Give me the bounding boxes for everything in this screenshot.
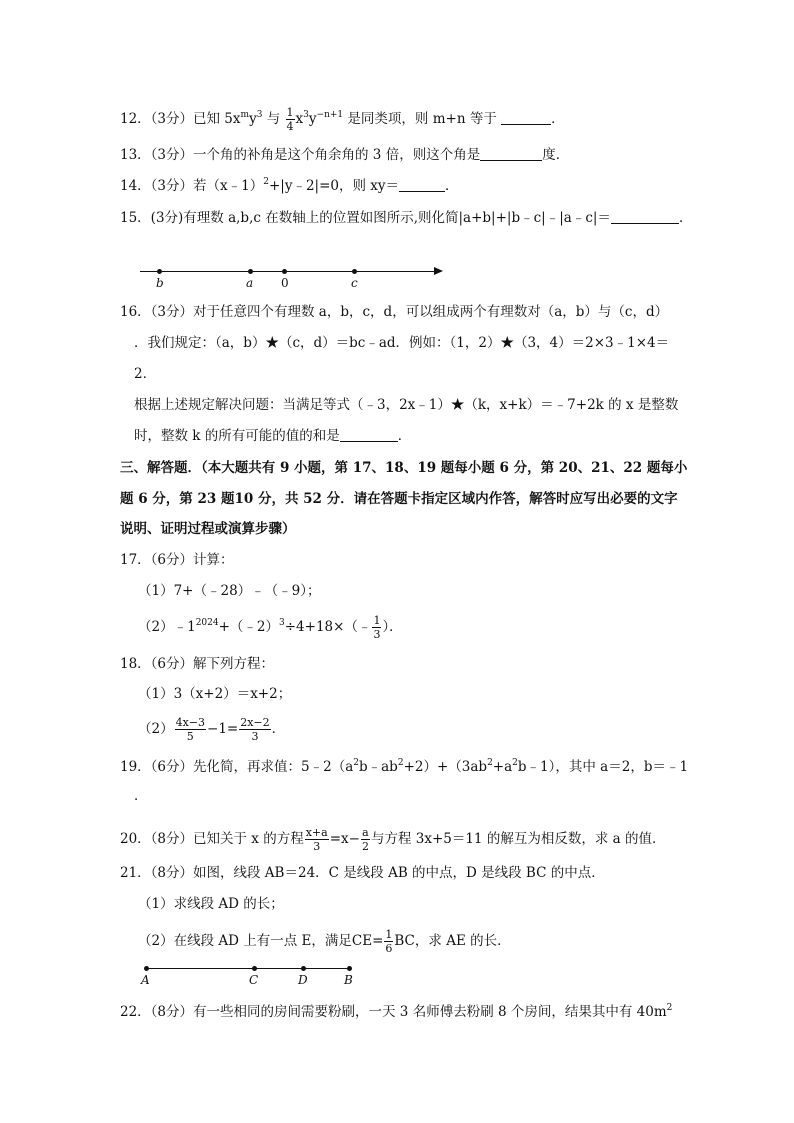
point-c xyxy=(352,269,357,274)
q13-text: 13．（3分）一个角的补角是这个角余角的 3 倍，则这个角是 xyxy=(120,147,481,163)
section3-heading-line3: 说明、证明过程或演算步骤） xyxy=(120,521,296,537)
question-13 xyxy=(120,145,569,165)
q16-line1: 16．（3分）对于任意四个有理数 a，b，c，d，可以组成两个有理数对（a，b）与（c，d） xyxy=(120,304,669,320)
label-zero: 0 xyxy=(281,276,289,290)
q17-part1: （1）7+（﹣28）﹣（﹣9）； xyxy=(138,583,321,599)
label-c: c xyxy=(351,276,358,290)
q21-fraction: $\frac{1}{6}$ xyxy=(385,928,393,955)
point-A xyxy=(144,966,149,971)
label-A: A xyxy=(141,973,150,987)
q16-line5-text: 时，整数 k 的所有可能的值的和是 xyxy=(134,428,340,444)
q18-fraction-2: $\frac{2x-2}{3}$ xyxy=(240,716,270,743)
q12-exp-n: −n+1 xyxy=(316,110,344,120)
number-line-arrow xyxy=(434,267,443,275)
q14-rest: +|y﹣2|=0，则 xy＝ xyxy=(268,178,400,194)
q12-text: 12．（3分）已知 5x xyxy=(120,111,241,127)
q15-tail: ． xyxy=(678,210,693,226)
question-22: 22．（8分）有一些相同的房间需要粉刷，一天 3 名师傅去粉刷 8 个房间，结果其中有 $40m^2$ xyxy=(120,1003,673,1020)
point-zero xyxy=(282,269,287,274)
q12-exp-3: 3 xyxy=(256,110,263,120)
q16-answer-blank[interactable] xyxy=(340,427,398,442)
q12-exp-x3: 3 xyxy=(303,110,309,120)
q20-fraction-2: $\frac{a}{2}$ xyxy=(361,826,369,853)
point-b xyxy=(157,269,162,274)
q14-text: 14．（3分）若（x﹣1） xyxy=(120,178,264,194)
label-D: D xyxy=(298,973,308,987)
label-C: C xyxy=(249,973,259,987)
section3-heading-line1: 三、解答题．（本大题共有 9 小题，第 17、18、19 题每小题 6 分，第 20、21、22 题每小 xyxy=(120,460,688,476)
label-B: B xyxy=(344,973,353,987)
number-line-axis xyxy=(140,271,436,272)
question-14 xyxy=(120,176,459,196)
q16-line3: 2． xyxy=(134,366,157,382)
q12-fraction: $\frac{1}{4}$ xyxy=(286,106,294,133)
segment-ab xyxy=(146,968,350,969)
label-b: b xyxy=(156,276,164,290)
q17-title: 17．（6分）计算： xyxy=(120,552,234,568)
q16-line4: 根据上述规定解决问题：当满足等式（﹣3，2x﹣1）★（k，x+k）＝﹣7+2k 的 x 是整数 xyxy=(134,397,679,413)
question-19: 19．（6分）先化简，再求值：$5﹣2(a^2b﹣ab^2+2)+(3ab^2+a^2b﹣1)$，其中 a＝2，b＝﹣1 xyxy=(120,758,689,775)
section3-heading-line2: 题 6 分，第 23 题10 分，共 52 分．请在答题卡指定区域内作答，解答时应写出必要的文字 xyxy=(120,491,678,507)
q14-sup: 2 xyxy=(263,177,269,187)
point-D xyxy=(301,966,306,971)
q14-answer-blank[interactable] xyxy=(399,177,445,192)
q16-line2: ．我们规定：（a，b）★（c，d）＝bc﹣ad．例如：（1，2）★（3，4）＝2×3﹣1×4＝ xyxy=(134,335,670,351)
q21-part2: （2）在线段 AD 上有一点 E，满足CE= $\frac{1}{6}$ BC，求 AE 的长． xyxy=(138,928,511,955)
question-20: 20．（8分）已知关于 x 的方程 $\frac{x+a}{3}$ =x− $\frac{a}{2}$ 与方程 3x+5＝11 的解互为相反数，求 a 的值． xyxy=(120,826,666,853)
question-15 xyxy=(120,208,692,228)
q21-title: 21．（8分）如图，线段 AB＝24．C 是线段 AB 的中点，D 是线段 BC 的中点． xyxy=(120,865,605,881)
q16-tail: ． xyxy=(397,428,412,444)
point-B xyxy=(347,966,352,971)
q12-suffix: 是同类项，则 m+n 等于 xyxy=(343,111,502,127)
q13-answer-blank[interactable] xyxy=(480,146,542,161)
q17-fraction: $\frac{1}{3}$ xyxy=(373,614,381,641)
q12-answer-blank[interactable] xyxy=(501,110,551,125)
question-12: 12．（3分）已知 $5x^my^3$ 与 $\frac{1}{4}$ $x^3y^{-n+1}$ 是同类项，则 m+n 等于 ． xyxy=(120,106,565,133)
q12-x: x xyxy=(295,111,304,127)
q16-line5 xyxy=(134,426,411,446)
label-a: a xyxy=(246,276,254,290)
q13-tail: 度． xyxy=(542,147,570,163)
q18-title: 18．（6分）解下列方程： xyxy=(120,656,275,672)
q12-y2: y xyxy=(308,111,317,127)
q17-part2: $(2)﹣1^{2024}+(﹣2)^3\div 4+18\times(﹣$ $\frac{1}{3}$ ）． xyxy=(138,614,403,641)
q15-text: 15．(3分)有理数 a,b,c 在数轴上的位置如图所示,则化简|a+b|+|b﹣c|﹣|a﹣c|＝ xyxy=(120,210,611,226)
q12-y: y xyxy=(249,111,257,127)
q20-fraction-1: $\frac{x+a}{3}$ xyxy=(305,826,328,853)
q12-exp-m: m xyxy=(240,110,250,120)
q12-mid: 与 xyxy=(262,111,285,127)
q18-part1: （1）3（x+2）＝x+2； xyxy=(138,686,292,702)
q14-tail: ． xyxy=(445,178,459,194)
q15-answer-blank[interactable] xyxy=(611,209,679,224)
q21-part1: （1）求线段 AD 的长； xyxy=(138,896,284,912)
q18-fraction-1: $\frac{4x-3}{5}$ xyxy=(175,716,206,743)
q18-part2: （2） $\frac{4x-3}{5}$ −1= $\frac{2x-2}{3}$ ． xyxy=(138,716,286,743)
q19-line2: ． xyxy=(134,788,148,804)
point-C xyxy=(252,966,257,971)
point-a xyxy=(248,269,253,274)
